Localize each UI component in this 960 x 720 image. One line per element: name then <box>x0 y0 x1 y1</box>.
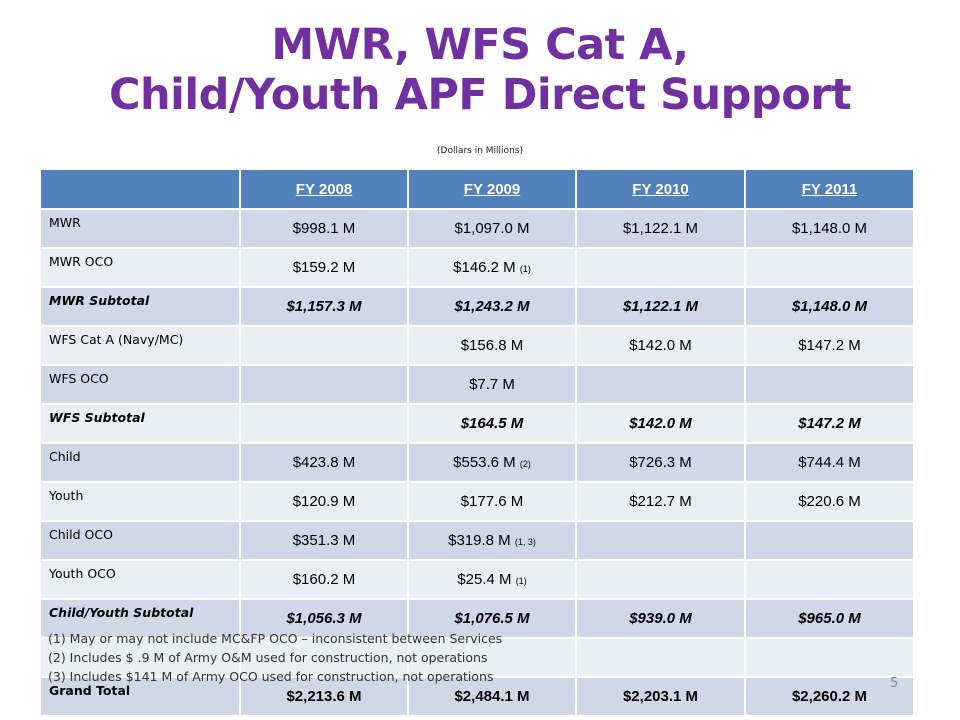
table-row <box>40 287 914 326</box>
value-cell <box>576 521 745 560</box>
table-row <box>40 560 914 599</box>
value-cell <box>745 326 914 365</box>
value-cell <box>408 287 576 326</box>
value-cell <box>576 443 745 482</box>
value-cell <box>240 443 408 482</box>
table-row <box>40 521 914 560</box>
value-text: $553.6 M <box>453 454 516 471</box>
row-label: WFS OCO <box>40 365 240 404</box>
header-fy2010: FY 2010 <box>576 169 745 209</box>
slide-subtitle: (Dollars in Millions) <box>437 146 523 156</box>
slide-title <box>0 20 960 120</box>
value-text: $142.0 M <box>629 337 692 354</box>
value-cell <box>240 365 408 404</box>
footnote-2: (2) Includes $ .9 M of Army O&M used for construction, not operations <box>48 650 488 665</box>
value-cell <box>576 365 745 404</box>
value-cell <box>408 521 576 560</box>
value-cell <box>240 521 408 560</box>
value-cell <box>408 482 576 521</box>
row-label: WFS Cat A (Navy/MC) <box>40 326 240 365</box>
value-cell <box>240 404 408 443</box>
value-cell <box>576 560 745 599</box>
value-text: $965.0 M <box>798 610 861 627</box>
value-cell <box>576 209 745 248</box>
header-fy2011: FY 2011 <box>745 169 914 209</box>
value-text: $25.4 M <box>457 571 512 588</box>
page-number: 5 <box>890 676 899 691</box>
value-cell <box>576 248 745 287</box>
value-cell <box>745 638 914 677</box>
value-cell <box>240 248 408 287</box>
table-row <box>40 209 914 248</box>
value-text: $159.2 M <box>292 259 356 276</box>
value-cell <box>576 482 745 521</box>
value-cell <box>240 326 408 365</box>
table-row <box>40 326 914 365</box>
value-cell <box>745 404 914 443</box>
footnotes <box>48 629 502 686</box>
value-cell <box>745 482 914 521</box>
header-fy2009: FY 2009 <box>408 169 576 209</box>
value-text: $1,097.0 M <box>454 220 530 237</box>
value-cell <box>408 326 576 365</box>
value-text: $1,122.1 M <box>622 220 699 237</box>
value-text: $423.8 M <box>292 454 356 471</box>
table-row <box>40 482 914 521</box>
value-text: $2,203.1 M <box>622 688 699 705</box>
footnote-ref: (1, 3) <box>514 537 536 547</box>
value-cell <box>240 209 408 248</box>
header-fy2008: FY 2008 <box>240 169 408 209</box>
value-cell <box>408 209 576 248</box>
value-text: $7.7 M <box>469 376 515 393</box>
value-cell <box>745 443 914 482</box>
value-text: $939.0 M <box>629 610 692 627</box>
value-text: $1,148.0 M <box>791 220 868 237</box>
value-text: $351.3 M <box>292 532 356 549</box>
value-cell <box>745 209 914 248</box>
value-text: $212.7 M <box>629 493 692 510</box>
value-text: $1,076.5 M <box>454 610 530 627</box>
value-text: $319.8 M <box>448 532 511 549</box>
table-row <box>40 443 914 482</box>
value-cell <box>576 677 745 716</box>
value-cell <box>576 326 745 365</box>
value-cell <box>408 404 576 443</box>
value-cell <box>745 365 914 404</box>
value-text: $120.9 M <box>292 493 356 510</box>
value-cell <box>240 482 408 521</box>
row-label: WFS Subtotal <box>40 404 240 443</box>
table-header-row <box>40 169 914 209</box>
value-text: $220.6 M <box>798 493 861 510</box>
value-text: $142.0 M <box>629 415 692 432</box>
value-cell <box>745 560 914 599</box>
value-cell <box>408 248 576 287</box>
row-label: Grand Total <box>40 677 240 716</box>
value-text: $1,157.3 M <box>286 298 362 315</box>
value-cell <box>745 248 914 287</box>
row-label: Child/Youth Subtotal <box>40 599 240 638</box>
footnote-ref: (2) <box>519 459 531 469</box>
value-text: $2,213.6 M <box>286 688 362 705</box>
value-text: $1,243.2 M <box>454 298 530 315</box>
value-cell <box>576 287 745 326</box>
footnote-ref: (1) <box>515 576 527 586</box>
value-text: $726.3 M <box>629 454 692 471</box>
row-label: MWR Subtotal <box>40 287 240 326</box>
slide-title-line-2: Child/Youth APF Direct Support <box>108 70 851 120</box>
value-text: $156.8 M <box>460 337 524 354</box>
row-label: MWR OCO <box>40 248 240 287</box>
value-cell <box>408 443 576 482</box>
value-text: $1,148.0 M <box>791 298 868 315</box>
row-label: Youth OCO <box>40 560 240 599</box>
header-label-cell <box>40 169 240 209</box>
row-label: MWR <box>40 209 240 248</box>
value-cell <box>745 677 914 716</box>
value-cell <box>745 599 914 638</box>
value-text: $2,484.1 M <box>454 688 530 705</box>
footnote-ref: (1) <box>519 264 531 274</box>
slide-title-line-1: MWR, WFS Cat A, <box>271 20 689 70</box>
value-text: $147.2 M <box>798 337 861 354</box>
value-text: $164.5 M <box>460 415 524 432</box>
table-row <box>40 404 914 443</box>
value-cell <box>745 521 914 560</box>
value-text: $744.4 M <box>798 454 861 471</box>
table-row <box>40 248 914 287</box>
value-cell <box>408 560 576 599</box>
value-cell <box>745 287 914 326</box>
value-cell <box>576 638 745 677</box>
table-row <box>40 365 914 404</box>
footnote-1: (1) May or may not include MC&FP OCO – inconsistent between Services <box>48 631 503 646</box>
value-text: $2,260.2 M <box>791 688 868 705</box>
value-text: $146.2 M <box>453 259 516 276</box>
value-text: $1,056.3 M <box>286 610 362 627</box>
footnote-3: (3) Includes $141 M of Army OCO used for construction, not operations <box>48 669 494 684</box>
value-cell <box>240 287 408 326</box>
row-label: Youth <box>40 482 240 521</box>
value-text: $1,122.1 M <box>622 298 699 315</box>
value-text: $160.2 M <box>292 571 356 588</box>
value-cell <box>576 404 745 443</box>
value-text: $177.6 M <box>460 493 524 510</box>
row-label: Child <box>40 443 240 482</box>
value-text: $998.1 M <box>292 220 356 237</box>
value-cell <box>576 599 745 638</box>
value-text: $147.2 M <box>798 415 861 432</box>
row-label: Child OCO <box>40 521 240 560</box>
value-cell <box>240 560 408 599</box>
value-cell <box>408 365 576 404</box>
